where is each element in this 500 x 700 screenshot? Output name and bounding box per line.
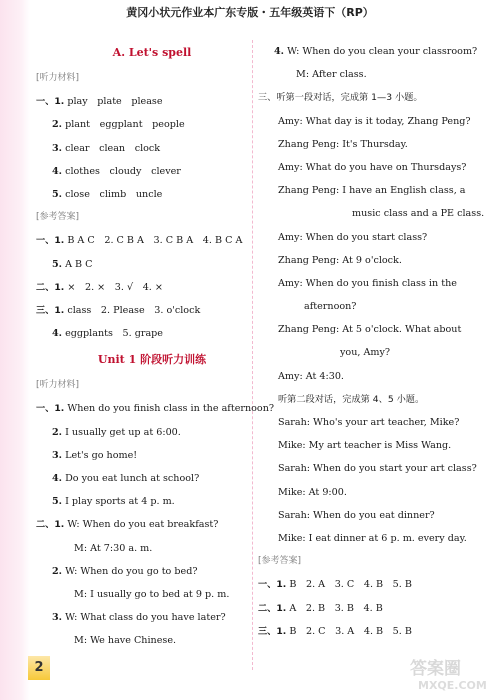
dialog-line: Mike: My art teacher is Miss Wang.	[278, 440, 452, 452]
list-item: 3. W: What class do you have later?	[52, 612, 226, 624]
dialog-line: Sarah: Who's your art teacher, Mike?	[278, 417, 460, 428]
part3-intro-2: 听第二段对话，完成第 4、5 小题。	[278, 393, 425, 405]
dialog-line: Zhang Peng: At 5 o'clock. What about	[278, 324, 462, 336]
list-item: 3. clear clean clock	[52, 142, 161, 154]
dialog-line: Sarah: When do you eat dinner?	[278, 509, 435, 521]
dialog-line: Amy: When do you finish class in the	[278, 277, 457, 289]
dialog-line: Mike: I eat dinner at 6 p. m. every day.	[278, 532, 467, 544]
list-item: M: We have Chinese.	[74, 635, 177, 647]
dialog-line: Amy: What day is it today, Zhang Peng?	[278, 115, 471, 127]
svg-text:MXQE.COM: MXQE.COM	[418, 679, 487, 692]
watermark-logo-icon	[408, 652, 494, 692]
answer-label: [参考答案]	[36, 212, 80, 223]
section-a-title: A. Let's spell	[112, 46, 192, 59]
svg-text:答案圈: 答案圈	[410, 659, 461, 679]
part3-intro: 三、听第一段对话，完成第 1—3 小题。	[258, 92, 423, 104]
running-header	[0, 0, 500, 24]
list-item: 5. I play sports at 4 p. m.	[52, 496, 175, 508]
dialog-line: Zhang Peng: It's Thursday.	[278, 138, 408, 150]
list-item: M: After class.	[296, 69, 367, 81]
list-item: M: I usually go to bed at 9 p. m.	[74, 588, 230, 600]
running-header-title: 黄冈小状元作业本广东专版・五年级英语下（RP）	[126, 6, 374, 19]
dialog-line: Zhang Peng: At 9 o'clock.	[278, 254, 402, 266]
list-item: 2. plant eggplant people	[52, 119, 185, 131]
answer-item: 三、1. class 2. Please 3. o'clock	[36, 304, 201, 316]
listening-label: [听力材料]	[36, 380, 80, 391]
list-item: 二、1. W: When do you eat breakfast?	[36, 519, 219, 531]
dialog-line: Amy: At 4:30.	[278, 370, 344, 382]
answer-item: 5. A B C	[52, 258, 93, 270]
listening-label: [听力材料]	[36, 73, 80, 83]
dialog-line: Zhang Peng: I have an English class, a	[278, 185, 466, 197]
dialog-line: afternoon?	[304, 301, 357, 313]
page-number: 2	[28, 656, 50, 680]
page-margin-band	[0, 0, 30, 700]
right-column	[258, 40, 494, 643]
list-item: 2. W: When do you go to bed?	[52, 565, 198, 577]
list-item: 一、1. play plate please	[36, 96, 163, 108]
answer-item: 一、1. B A C 2. C B A 3. C B A 4. B C A	[36, 235, 243, 247]
list-item: 4. clothes cloudy clever	[52, 165, 181, 177]
dialog-line: Mike: At 9:00.	[278, 486, 347, 498]
answer-item: 4. eggplants 5. grape	[52, 328, 163, 340]
list-item: 一、1. When do you finish class in the afternoon?	[36, 403, 275, 415]
list-item: M: At 7:30 a. m.	[74, 542, 153, 554]
dialog-line: music class and a PE class.	[352, 208, 485, 220]
dialog-line: Amy: When do you start class?	[278, 231, 428, 243]
dialog-line: Sarah: When do you start your art class?	[278, 463, 477, 475]
list-item: 4. Do you eat lunch at school?	[52, 473, 200, 484]
list-item: 2. I usually get up at 6:00.	[52, 426, 181, 438]
dialog-line: Amy: What do you have on Thursdays?	[278, 161, 467, 173]
answer-item: 二、1. A 2. B 3. B 4. B	[258, 602, 383, 614]
list-item: 5. close climb uncle	[52, 188, 163, 200]
answer-item: 一、1. B 2. A 3. C 4. B 5. B	[258, 579, 412, 591]
unit-title: Unit 1 阶段听力训练	[97, 353, 207, 367]
list-item: 4. W: When do you clean your classroom?	[274, 46, 478, 57]
answer-item: 二、1. × 2. × 3. √ 4. ×	[36, 281, 163, 293]
answer-label: [参考答案]	[258, 556, 302, 567]
answer-item: 三、1. B 2. C 3. A 4. B 5. B	[258, 625, 412, 637]
dialog-line: you, Amy?	[340, 347, 391, 359]
left-column	[36, 38, 275, 653]
list-item: 3. Let's go home!	[52, 449, 138, 461]
